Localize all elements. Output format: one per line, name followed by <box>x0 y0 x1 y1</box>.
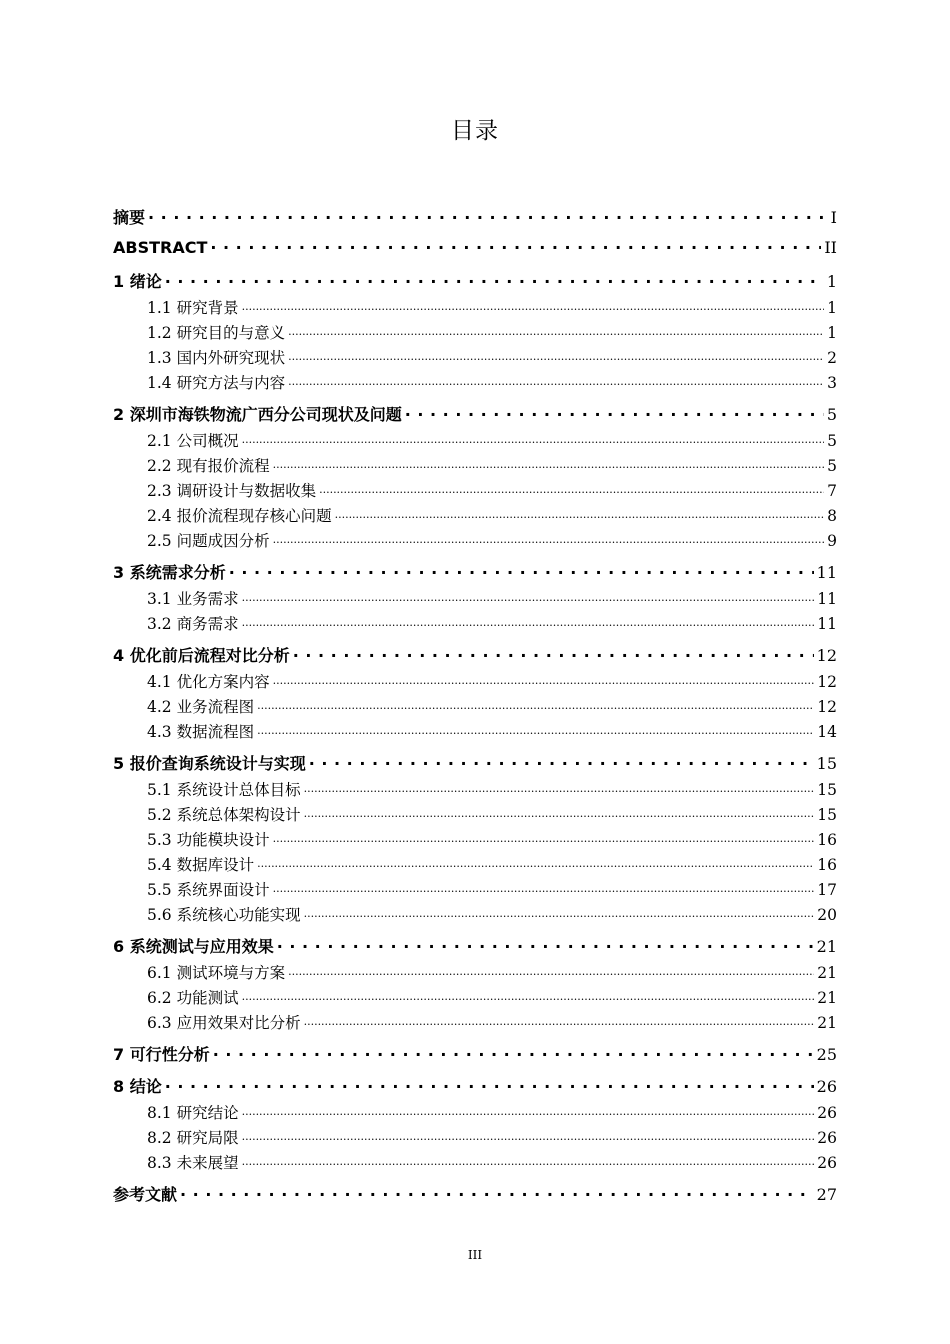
toc-entry-label: 6.3 应用效果对比分析 <box>147 1014 301 1032</box>
toc-chapter-entry[interactable] <box>113 1074 837 1097</box>
toc-entry-label: ABSTRACT <box>113 238 208 257</box>
toc-entry-label: 2.3 调研设计与数据收集 <box>147 482 317 500</box>
toc-entry-page: 12 <box>817 673 837 691</box>
toc-section-entry[interactable] <box>113 1011 837 1033</box>
toc-entry-page: 1 <box>827 299 837 317</box>
toc-entry-page: 9 <box>827 532 837 550</box>
toc-entry-label: 1.3 国内外研究现状 <box>147 349 286 367</box>
toc-chapter-entry[interactable] <box>113 269 837 292</box>
toc-entry-label: 2 深圳市海铁物流广西分公司现状及问题 <box>113 405 402 424</box>
toc-entry-page: 15 <box>816 754 837 773</box>
toc-chapter-entry[interactable] <box>113 205 837 228</box>
toc-entry-label: 1.4 研究方法与内容 <box>147 374 286 392</box>
toc-entry-label: 7 可行性分析 <box>113 1045 210 1064</box>
toc-entry-label: 8.2 研究局限 <box>147 1129 239 1147</box>
toc-entry-page: 11 <box>817 590 837 608</box>
toc-entry-page: 25 <box>816 1045 837 1064</box>
dot-leader <box>257 697 814 713</box>
dot-leader <box>288 348 824 364</box>
toc-section-entry[interactable] <box>113 296 837 318</box>
dot-leader <box>165 271 824 287</box>
dot-leader <box>242 1153 815 1169</box>
toc-chapter-entry[interactable] <box>113 1042 837 1065</box>
toc-entry-page: 16 <box>817 831 837 849</box>
dot-leader <box>242 614 815 630</box>
dot-leader <box>242 988 815 1004</box>
dot-leader <box>273 456 825 472</box>
toc-section-entry[interactable] <box>113 903 837 925</box>
toc-entry-label: 6.2 功能测试 <box>147 989 239 1007</box>
page-title: 目录 <box>451 118 499 144</box>
dot-leader <box>277 936 814 952</box>
toc-entry-page: 5 <box>826 405 837 424</box>
toc-entry-label: 8.1 研究结论 <box>147 1104 239 1122</box>
toc-chapter-entry[interactable] <box>113 237 837 257</box>
toc-section-entry[interactable] <box>113 853 837 875</box>
toc-section-entry[interactable] <box>113 1101 837 1123</box>
toc-chapter-entry[interactable] <box>113 560 837 583</box>
toc-section-entry[interactable] <box>113 670 837 692</box>
dot-leader <box>304 780 815 796</box>
toc-section-entry[interactable] <box>113 828 837 850</box>
dot-leader <box>405 404 824 420</box>
toc-section-entry[interactable] <box>113 1151 837 1173</box>
toc-entry-label: 2.1 公司概况 <box>147 432 239 450</box>
dot-leader <box>304 1013 815 1029</box>
dot-leader <box>293 645 814 661</box>
toc-entry-page: 26 <box>817 1154 837 1172</box>
toc-section-entry[interactable] <box>113 371 837 393</box>
toc-entry-page: 16 <box>817 856 837 874</box>
toc-entry-label: 5.4 数据库设计 <box>147 856 255 874</box>
dot-leader <box>242 431 825 447</box>
toc-section-entry[interactable] <box>113 429 837 451</box>
dot-leader <box>242 1103 815 1119</box>
toc-entry-page: 1 <box>826 272 837 291</box>
dot-leader <box>180 1184 814 1200</box>
toc-entry-page: II <box>824 238 837 257</box>
toc-chapter-entry[interactable] <box>113 751 837 774</box>
toc-section-entry[interactable] <box>113 504 837 526</box>
toc-entry-page: 12 <box>816 646 837 665</box>
dot-leader <box>148 207 828 223</box>
toc-entry-page: 14 <box>817 723 837 741</box>
toc-entry-label: 5.3 功能模块设计 <box>147 831 270 849</box>
toc-entry-page: 2 <box>827 349 837 367</box>
toc-entry-page: 21 <box>817 989 837 1007</box>
dot-leader <box>288 373 824 389</box>
toc-entry-page: 26 <box>817 1129 837 1147</box>
toc-entry-label: 6.1 测试环境与方案 <box>147 964 286 982</box>
toc-section-entry[interactable] <box>113 878 837 900</box>
toc-section-entry[interactable] <box>113 454 837 476</box>
dot-leader <box>288 323 824 339</box>
dot-leader <box>288 963 814 979</box>
toc-entry-label: 1.2 研究目的与意义 <box>147 324 286 342</box>
toc-section-entry[interactable] <box>113 961 837 983</box>
toc-entry-page: 1 <box>827 324 837 342</box>
dot-leader <box>242 589 815 605</box>
toc-entry-page: 7 <box>827 482 837 500</box>
toc-section-entry[interactable] <box>113 321 837 343</box>
dot-leader <box>257 855 814 871</box>
toc-entry-label: 2.4 报价流程现存核心问题 <box>147 507 332 525</box>
toc-entry-label: 参考文献 <box>113 1185 178 1204</box>
toc-entry-label: 4.3 数据流程图 <box>147 723 255 741</box>
page-number: III <box>467 1248 483 1262</box>
toc-entry-page: 11 <box>817 615 837 633</box>
toc-entry-page: 8 <box>827 507 837 525</box>
toc-entry-label: 6 系统测试与应用效果 <box>113 937 274 956</box>
toc-section-entry[interactable] <box>113 986 837 1008</box>
dot-leader <box>213 1044 814 1060</box>
toc-section-entry[interactable] <box>113 803 837 825</box>
toc-entry-label: 8.3 未来展望 <box>147 1154 239 1172</box>
dot-leader <box>165 1076 814 1092</box>
toc-entry-label: 4.2 业务流程图 <box>147 698 255 716</box>
toc-entry-label: 3.2 商务需求 <box>147 615 239 633</box>
toc-entry-label: 4.1 优化方案内容 <box>147 673 270 691</box>
dot-leader <box>304 905 815 921</box>
toc-chapter-entry[interactable] <box>113 643 837 666</box>
toc-entry-label: 5.6 系统核心功能实现 <box>147 906 301 924</box>
toc-entry-label: 5 报价查询系统设计与实现 <box>113 754 306 773</box>
toc-entry-label: 1.1 研究背景 <box>147 299 239 317</box>
toc-entry-page: 27 <box>816 1185 837 1204</box>
dot-leader <box>273 830 815 846</box>
toc-entry-page: 20 <box>817 906 837 924</box>
toc-entry-page: 15 <box>817 806 837 824</box>
toc-section-entry[interactable] <box>113 479 837 501</box>
dot-leader <box>309 753 814 769</box>
toc-entry-label: 5.2 系统总体架构设计 <box>147 806 301 824</box>
toc-section-entry[interactable] <box>113 720 837 742</box>
dot-leader <box>242 1128 815 1144</box>
toc-entry-label: 2.5 问题成因分析 <box>147 532 270 550</box>
toc-chapter-entry[interactable] <box>113 934 837 957</box>
toc-entry-page: 5 <box>827 432 837 450</box>
toc-section-entry[interactable] <box>113 529 837 551</box>
dot-leader <box>257 722 814 738</box>
toc-entry-label: 摘要 <box>113 208 146 227</box>
toc-entry-page: 15 <box>817 781 837 799</box>
toc-entry-label: 8 结论 <box>113 1077 162 1096</box>
toc-entry-label: 5.5 系统界面设计 <box>147 881 270 899</box>
dot-leader <box>210 237 821 253</box>
toc-entry-page: 21 <box>817 964 837 982</box>
toc-entry-page: 26 <box>817 1104 837 1122</box>
toc-chapter-entry[interactable] <box>113 402 837 425</box>
toc-section-entry[interactable] <box>113 1126 837 1148</box>
toc-chapter-entry[interactable] <box>113 1182 837 1205</box>
dot-leader <box>273 880 815 896</box>
toc-entry-page: 12 <box>817 698 837 716</box>
toc-entry-page: 5 <box>827 457 837 475</box>
dot-leader <box>273 531 825 547</box>
toc-entry-page: I <box>830 208 837 227</box>
toc-entry-page: 3 <box>827 374 837 392</box>
dot-leader <box>335 506 825 522</box>
toc-section-entry[interactable] <box>113 612 837 634</box>
toc-entry-label: 2.2 现有报价流程 <box>147 457 270 475</box>
dot-leader <box>304 805 815 821</box>
toc-section-entry[interactable] <box>113 695 837 717</box>
toc-entry-label: 4 优化前后流程对比分析 <box>113 646 290 665</box>
toc-entry-page: 21 <box>817 1014 837 1032</box>
dot-leader <box>242 298 825 314</box>
toc-section-entry[interactable] <box>113 346 837 368</box>
toc-section-entry[interactable] <box>113 587 837 609</box>
dot-leader <box>319 481 824 497</box>
toc-entry-label: 3 系统需求分析 <box>113 563 226 582</box>
toc-entry-page: 21 <box>816 937 837 956</box>
toc-entry-page: 11 <box>816 563 837 582</box>
toc-entry-label: 5.1 系统设计总体目标 <box>147 781 301 799</box>
toc-entry-label: 3.1 业务需求 <box>147 590 239 608</box>
dot-leader <box>273 672 815 688</box>
toc-entry-page: 26 <box>816 1077 837 1096</box>
toc-entry-label: 1 绪论 <box>113 272 162 291</box>
toc-entry-page: 17 <box>817 881 837 899</box>
dot-leader <box>229 562 814 578</box>
toc-section-entry[interactable] <box>113 778 837 800</box>
